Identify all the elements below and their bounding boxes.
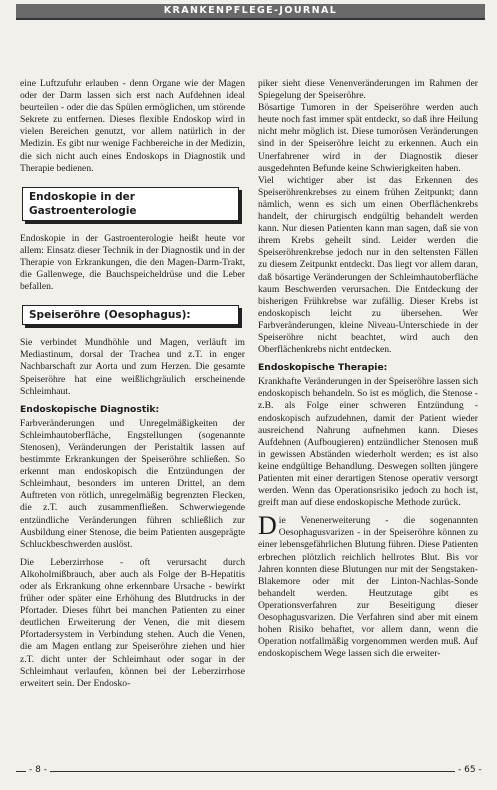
oesophagus-paragraph: Sie verbindet Mundhöhle und Magen, verläuft im Mediastinum, dorsal der Trachea und z.T. in enger Nachbarschaft zur Aorta und zum Herzen. Die gesamte Speiseröhre hat eine weißlichgräulich erscheinende Schleimhaut. <box>20 337 245 397</box>
left-column <box>20 78 245 690</box>
varizen-paragraph <box>258 511 478 660</box>
subheading-therapie: Endoskopische Therapie: <box>258 362 388 374</box>
left-intro-paragraph: eine Luftzufuhr erlauben - denn Organe wie der Magen oder der Darm lassen sich erst nach Aufdehnen ideal beurteilen - oder die das Spülen ermöglichen, um störende Sekrete zu entfernen. Dieses flexible Endoskop wird in vielen Bereichen genutzt, vor allem natürlich in der Medizin. Es gibt nur wenige Fachbereiche in der Medizin, die sich nicht auch eines Endoskops in Diagnostik und Therapie bedienen. <box>20 78 245 174</box>
subheading-diagnostik: Endoskopische Diagnostik: <box>20 403 160 415</box>
footer-rule <box>16 771 485 772</box>
fruehkrebs-paragraph: Viel wichtiger aber ist das Erkennen des Speiseröhrenkrebses zu einem frühen Zeitpunkt; dann nämlich, wenn es sich um einen Oberflächenkrebs handelt, der chirurgisch endgültig behandelt werden kann. Nur diesen Patienten kann man sagen, daß sie von ihrem Krebs geheilt sind. Leider werden die Speiseröhrenkrebse jedoch nur in den seltensten Fällen zu diesem Zeitpunkt entdeckt. Das liegt vor allem daran, daß bösartige Veränderungen der Schleimhautoberfläche kaum Beschwerden verursachen. Die Entdeckung der bisherigen Frühkrebse war zufällig. Dieser Krebs ist endoskopisch leicht zu übersehen. Wer Farbveränderungen, kleine Niveau-Unterschiede in der Speiseröhre nicht beachtet, wird auch den Oberflächenkrebs nicht entdecken. <box>258 174 478 356</box>
leberzirrhose-paragraph: Die Leberzirrhose - oft verursacht durch Alkoholmißbrauch, aber auch als Folge der B-Hepatitis oder als Erkrankung ohne erkennbare Ursache - bewirkt früher oder später eine Erhöhung des Blutdrucks in der Pfortader. Dieses führt bei manchen Patienten zu einer deutlichen Erweiterung der Venen, die mit diesem Pfortadersystem in Verbindung stehen. Auch die Venen, die am Magen entlang zur Speiseröhre ziehen und hier z.T. dicht unter der Schleimhaut oder sogar in der Schleimhaut verlaufen, können bei der Leberzirrhose erweitert sein. Der Endosko- <box>20 556 245 689</box>
page-number-left: - 8 - <box>26 765 50 775</box>
section-heading-box-oesophagus <box>22 305 239 325</box>
drop-cap-letter: D <box>258 511 277 541</box>
diagnostik-paragraph: Farbveränderungen und Unregelmäßigkeiten der Schleimhautoberfläche, Engstellungen (sogenannte Stenosen), Veränderungen der Peristaltik lassen auf bestimmte Erkrankungen der Speiseröhre schließen. So erkennt man endoskopisch die Entzündungen der Schleimhaut, besonders im unteren Drittel, an dem Auftreten von rötlich, unregelmäßig begrenzten Flecken, die z.T. auch zusammenfließen. Schwerwiegende entzündliche Veränderungen führen schließlich zur Ausbildung einer Stenose, die beim Patienten ausgeprägte Schluckbeschwerden auslöst. <box>20 417 245 550</box>
running-header <box>16 4 485 20</box>
section-heading-box-gastro <box>22 187 239 221</box>
therapie-paragraph: Krankhafte Veränderungen in der Speiseröhre lassen sich endoskopisch behandeln. So ist es möglich, die Stenose - z.B. als Folge einer schweren Entzündung - endoskopisch aufzudehnen, damit der Patient wieder ausreichend Nahrung aufnehmen kann. Dieses Aufdehnen (Aufbougieren) entzündlicher Stenosen muß in gewissen Abständen wiederholt werden; es ist also keine endgültige Behandlung. Deswegen sollten jüngere Patienten mit einer derartigen Stenose operativ versorgt werden. Wenn das Operationsrisiko jedoch zu hoch ist, greift man auf diese endoskopische Methode zurück. <box>258 376 478 509</box>
journal-title: KRANKENPFLEGE-JOURNAL <box>163 5 338 16</box>
section-heading-gastroenterologie: Endoskopie in der Gastroenterologie <box>29 190 137 217</box>
varizen-text: ie Venenerweiterung - die sogenannten Oesophagusvarizen - in der Speiseröhre können zu einer lebensgefährlichen Blutung führen. Diese Patienten erbrechen plötzlich reichlich hellrotes Blut. Bis vor Jahren konnten diese Blutungen nur mit der Sengstaken-Blakemore oder mit der Linton-Nachlas-Sonde behandelt werden. Heutzutage gibt es Operationsverfahren zur Beseitigung dieser Oesophagusvarizen. Die Verfahren sind aber mit einem hohen Risiko behaftet, vor allem dann, wenn die Operation notfallmäßig vorgenommen werden muß. Auf endoskopischem Wege lassen sich die erweiter- <box>258 515 478 660</box>
gastro-paragraph: Endoskopie in der Gastroenterologie heißt heute vor allem: Einsatz dieser Technik in der Diagnostik und in der Therapie von Erkrankungen, die den Magen-Darm-Trakt, die Gallenwege, die Bauchspeicheldrüse und die Leber befallen. <box>20 232 245 293</box>
page-number-right: - 65 - <box>455 765 485 775</box>
section-heading-oesophagus: Speiseröhre (Oesophagus): <box>29 309 191 322</box>
tumor-paragraph: Bösartige Tumoren in der Speiseröhre werden auch heute noch fast immer spät entdeckt, so daß ihre Heilung nicht mehr möglich ist. Diese tumorösen Veränderungen sind in der Speiseröhre leicht zu erkennen. Auch ein Unerfahrener wird in der Diagnostik dieser ausgedehnten Befunde keine Schwierigkeiten haben. <box>258 102 478 174</box>
right-column <box>258 78 478 660</box>
right-intro-paragraph: piker sieht diese Venenveränderungen im Rahmen der Spiegelung der Speiseröhre. <box>258 78 478 102</box>
